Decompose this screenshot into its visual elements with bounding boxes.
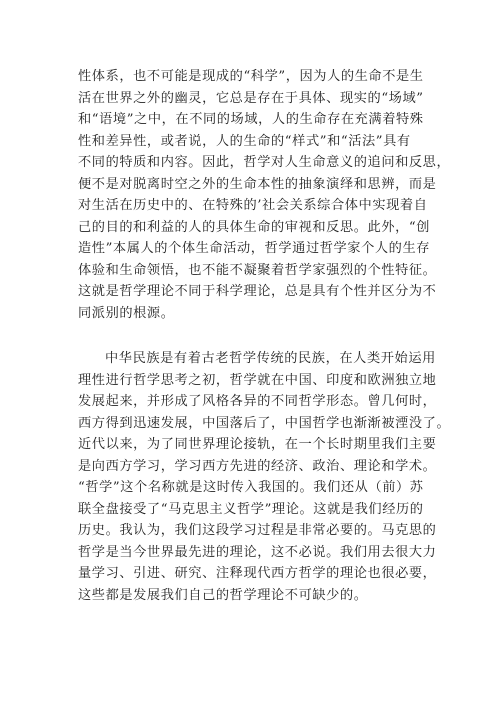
text-line: 历史。我认为，我们这段学习过程是非常必要的。马克思的 xyxy=(78,523,437,538)
text-line: 是向西方学习，学习西方先进的经济、政治、理论和学术。 xyxy=(78,458,437,474)
paragraph-1 xyxy=(78,66,451,324)
text-line: 西方得到迅速发展，中国落后了，中国哲学也渐渐被湮没了。 xyxy=(78,415,451,431)
text-line: 性和差异性，或者说，人的生命的“样式”和“活法”具有 xyxy=(78,133,411,149)
text-line: 这些都是发展我们自己的哲学理论不可缺少的。 xyxy=(78,587,368,603)
paragraph-2 xyxy=(78,348,451,606)
text-line: 不同的特质和内容。因此，哲学对人生命意义的追问和反思， xyxy=(78,155,451,170)
text-line: 理性进行哲学思考之初，哲学就在中国、印度和欧洲独立地 xyxy=(78,372,437,388)
text-line: 和“语境”之中，在不同的场域，人的生命存在充满着特殊 xyxy=(78,112,424,127)
text-line: 这就是哲学理论不同于科学理论，总是具有个性并区分为不 xyxy=(78,284,437,299)
text-line: 活在世界之外的幽灵，它总是存在于具体、现实的“场域” xyxy=(78,90,424,106)
text-line: 体验和生命领悟，也不能不凝聚着哲学家强烈的个性特征。 xyxy=(78,262,437,278)
text-line: 便不是对脱离时空之外的生命本性的抽象演绎和思辨，而是 xyxy=(78,176,437,192)
text-line: 对生活在历史中的、在特殊的’社会关系综合体中实现着自 xyxy=(78,198,428,213)
text-line: 性体系，也不可能是现成的“科学”，因为人的生命不是生 xyxy=(78,69,424,84)
text-line: 近代以来，为了同世界理论接轨，在一个长时期里我们主要 xyxy=(78,437,437,452)
text-line: 发展起来，并形成了风格各异的不同哲学形态。曾几何时， xyxy=(78,394,437,409)
text-line: “哲学”这个名称就是这时传入我国的。我们还从（前）苏 xyxy=(78,480,424,495)
text-line-indented: 中华民族是有着古老哲学传统的民族，在人类开始运用 xyxy=(105,351,436,366)
text-line: 量学习、引进、研究、注释现代西方哲学的理论也很必要， xyxy=(78,566,437,581)
text-line: 造性”本属人的个体生命活动，哲学通过哲学家个人的生存 xyxy=(78,241,431,256)
text-line: 同派别的根源。 xyxy=(78,305,175,321)
text-line: 哲学是当今世界最先进的理论，这不必说。我们用去很大力 xyxy=(78,544,437,560)
text-line: 己的目的和利益的人的具体生命的审视和反思。此外，“创 xyxy=(78,219,431,235)
text-line: 联全盘接受了“马克思主义哲学”理论。这就是我们经历的 xyxy=(78,501,424,517)
